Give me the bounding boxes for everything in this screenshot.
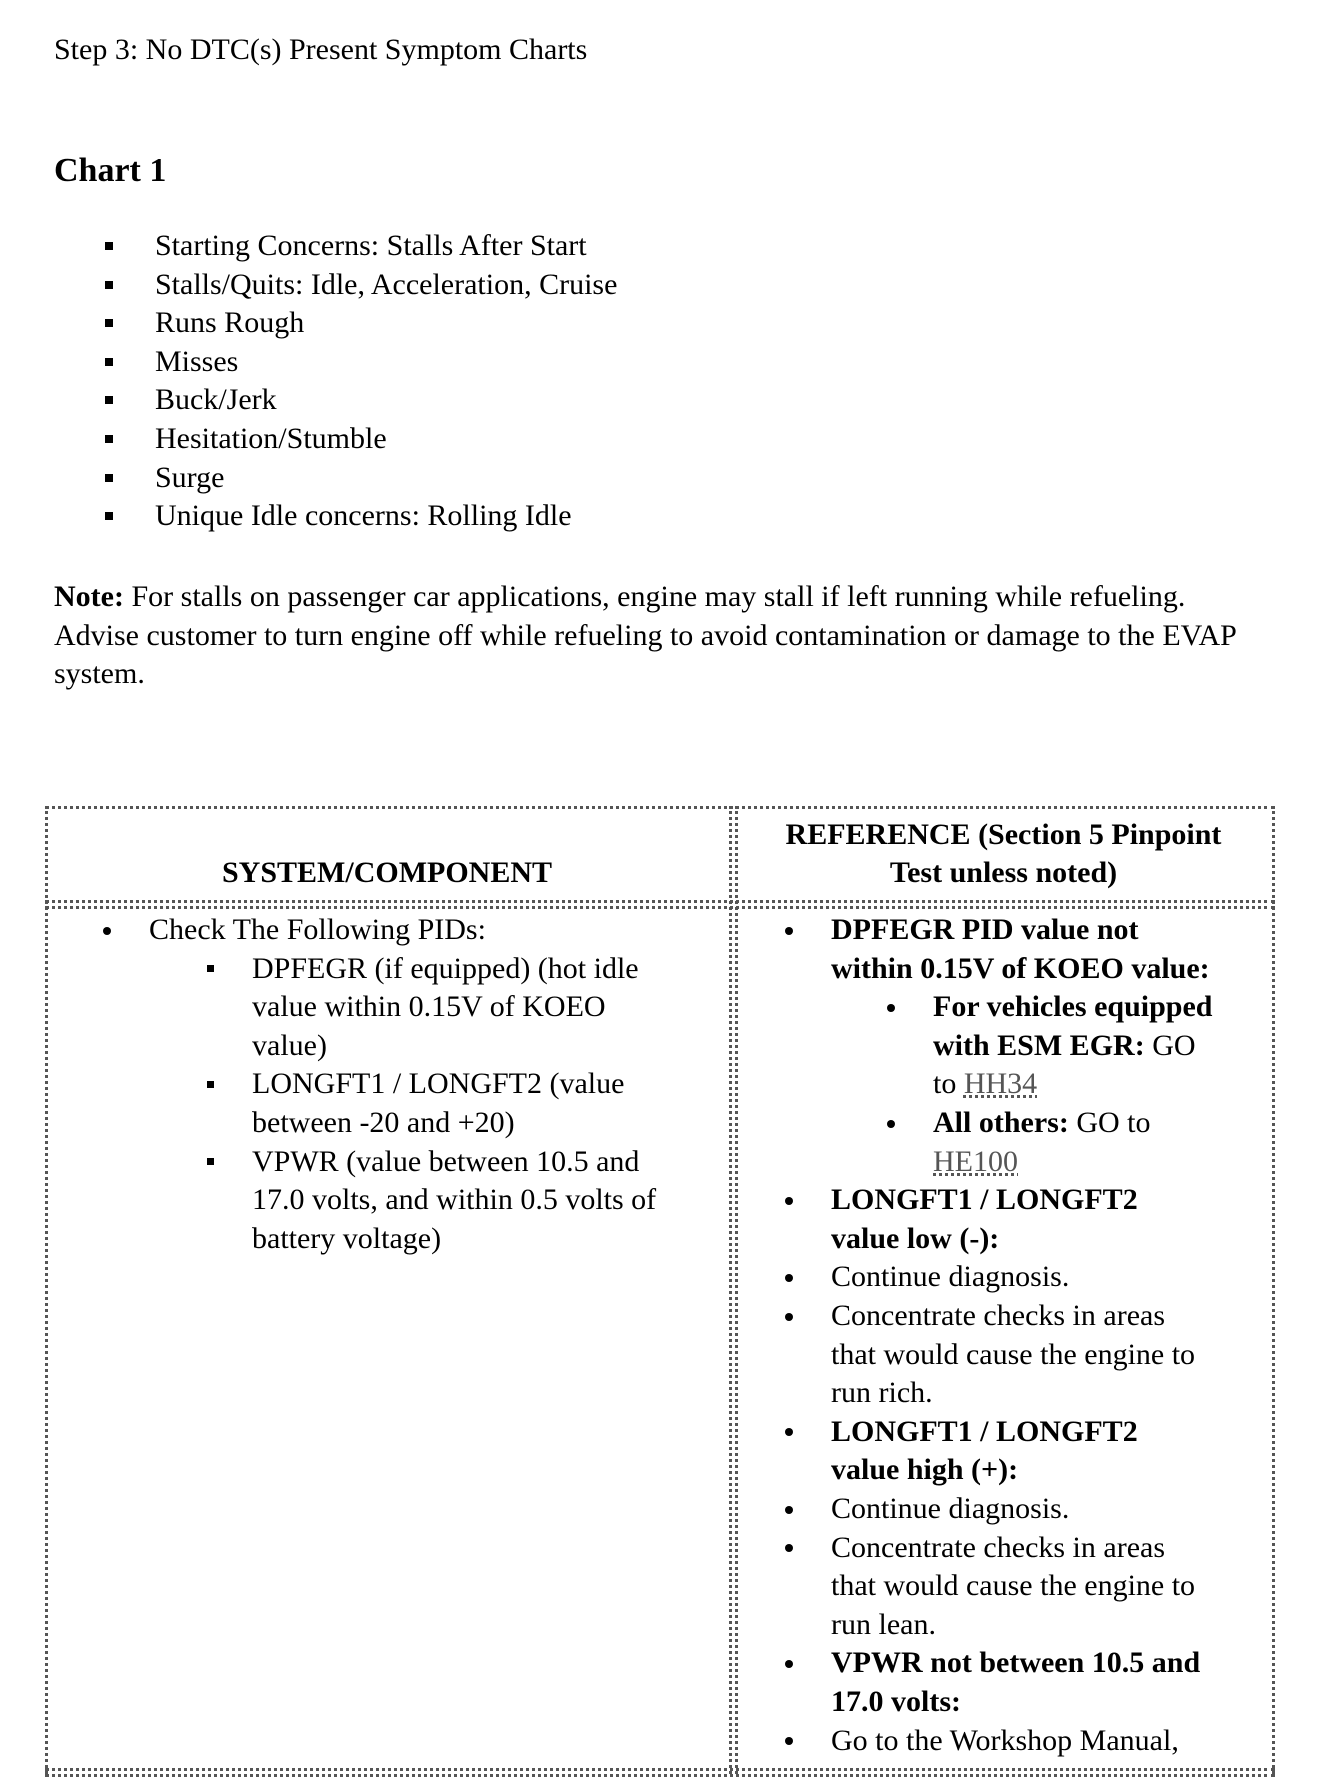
list-item [0,420,617,459]
square-bullet-icon [105,358,113,366]
bullet-icon [785,1313,793,1321]
esm-egr-text [933,1027,1196,1066]
table-border [729,806,732,1774]
longft-high-condition: LONGFT1 / LONGFT2 [831,1414,1138,1448]
all-others-go: GO to [1068,1106,1151,1139]
symptom-text: Misses [155,344,239,378]
all-others-text [933,1143,1018,1182]
symptom-text: Starting Concerns: Stalls After Start [155,229,587,262]
he100-link[interactable]: HE100 [933,1144,1018,1178]
bullet-icon [785,1737,793,1745]
note-text: For stalls on passenger car applications, engine may stall if left running while refueling. Advise customer to turn engine off while refueling to avoid contamination or damage to the EVAP system. [54,580,1236,691]
column-header-reference [735,816,1272,892]
esm-egr-label: with ESM EGR: [933,1028,1145,1062]
hh34-link[interactable]: HH34 [963,1067,1038,1101]
square-bullet-icon [105,396,113,404]
symptom-text: Stalls/Quits: Idle, Acceleration, Cruise [155,267,618,301]
bullet-icon [887,1004,895,1012]
bullet-icon [785,1544,793,1552]
symptom-text: Surge [155,460,225,494]
column-header-system-component: SYSTEM/COMPONENT [221,856,553,889]
bullet-icon [785,1506,793,1514]
square-bullet-icon [105,242,113,250]
longft-text: between -20 and +20) [252,1106,515,1139]
symptom-table [45,806,1275,1774]
run-lean-text: Concentrate checks in areas [831,1530,1165,1564]
dpfegr-text: DPFEGR (if equipped) (hot idle [252,951,639,985]
workshop-manual-text: Go to the Workshop Manual, [831,1723,1179,1757]
table-border [1272,806,1275,1774]
bullet-icon [785,1197,793,1205]
dpfegr-condition: DPFEGR PID value not [831,913,1139,946]
run-rich-text: that would cause the engine to [831,1337,1196,1371]
note-label: Note: [54,580,124,613]
table-border [45,806,1275,809]
list-item [0,227,617,266]
list-item [0,304,617,343]
table-border [45,906,1275,909]
list-item [0,381,617,420]
esm-egr-text [933,1065,1037,1104]
bullet-icon [785,927,793,935]
step-title: Step 3: No DTC(s) Present Symptom Charts [54,33,588,66]
longft-low-condition: LONGFT1 / LONGFT2 [831,1183,1138,1217]
run-rich-text: Concentrate checks in areas [831,1299,1165,1332]
chart-heading: Chart 1 [54,152,167,189]
bullet-icon [785,1274,793,1282]
esm-egr-go: GO [1144,1028,1196,1062]
list-item [0,266,617,305]
run-lean-text: that would cause the engine to [831,1569,1196,1603]
symptom-text: Unique Idle concerns: Rolling Idle [155,499,572,533]
continue-diagnosis-text: Continue diagnosis. [831,1260,1070,1294]
square-bullet-icon [105,435,113,443]
symptom-text: Runs Rough [155,306,305,340]
dpfegr-text: value within 0.15V of KOEO [252,990,606,1024]
table-border [45,900,1275,903]
square-bullet-icon [105,319,113,327]
column-header-reference-line: REFERENCE (Section 5 Pinpoint [785,818,1222,851]
vpwr-text: VPWR (value between 10.5 and [252,1144,640,1178]
longft-high-condition: value high (+): [831,1453,1019,1487]
symptom-list [0,227,617,536]
dpfegr-text: value) [252,1028,327,1062]
esm-egr-text: For vehicles equipped [933,990,1213,1024]
check-pids-text: Check The Following PIDs: [149,913,486,946]
run-rich-text: run rich. [831,1376,933,1410]
longft-text: LONGFT1 / LONGFT2 (value [252,1067,625,1101]
vpwr-text: battery voltage) [252,1221,442,1255]
run-lean-text: run lean. [831,1607,936,1641]
esm-egr-to: to [933,1067,964,1101]
symptom-text: Hesitation/Stumble [155,421,387,455]
vpwr-condition: 17.0 volts: [831,1685,961,1718]
list-item [0,343,617,382]
longft-low-condition: value low (-): [831,1221,1000,1255]
bullet-icon [887,1120,895,1128]
square-bullet-icon [105,281,113,289]
reference-cell [735,911,1272,1761]
dpfegr-condition: within 0.15V of KOEO value: [831,951,1210,985]
bullet-icon [103,927,111,935]
table-border [45,1768,1275,1771]
table-border [45,1774,1275,1777]
square-bullet-icon [105,474,113,482]
all-others-label: All others: [933,1106,1069,1139]
vpwr-condition: VPWR not between 10.5 and [831,1646,1201,1680]
square-bullet-icon [207,1158,214,1165]
list-item [0,497,617,536]
bullet-icon [785,1428,793,1436]
note-paragraph [54,578,1254,694]
list-item [0,459,617,498]
square-bullet-icon [207,965,214,972]
system-component-cell [45,911,729,1761]
symptom-text: Buck/Jerk [155,383,277,417]
bullet-icon [785,1660,793,1668]
vpwr-text: 17.0 volts, and within 0.5 volts of [252,1183,657,1217]
square-bullet-icon [105,512,113,520]
continue-diagnosis-text: Continue diagnosis. [831,1492,1070,1525]
square-bullet-icon [207,1081,214,1088]
column-header-reference-line: Test unless noted) [889,856,1118,889]
all-others-text [933,1104,1150,1143]
